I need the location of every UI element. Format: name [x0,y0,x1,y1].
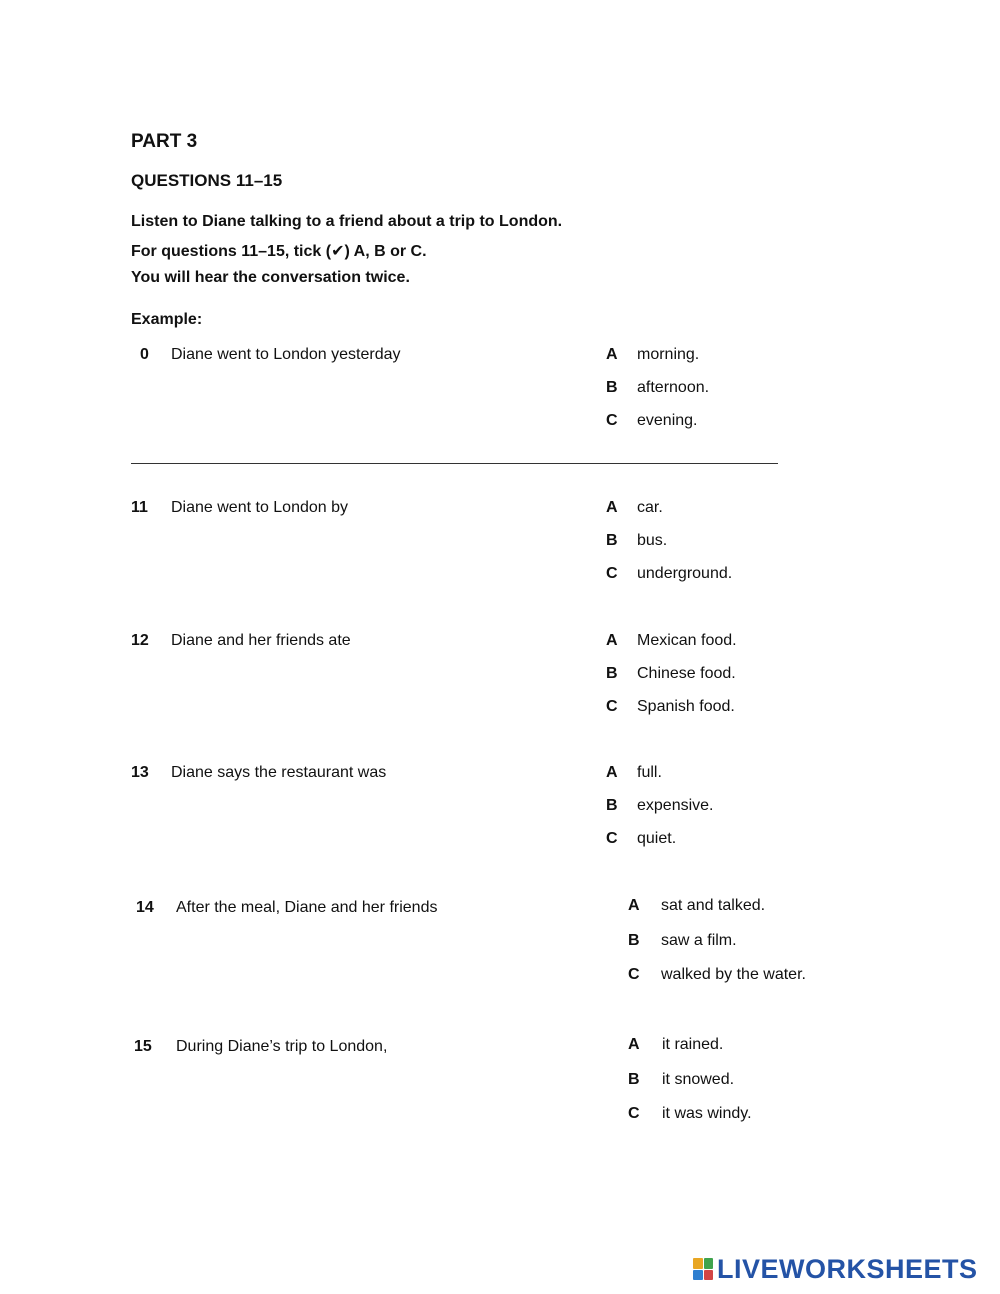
option-letter-c[interactable]: C [606,830,618,847]
option-letter-b[interactable]: B [606,665,618,682]
option-text: it was windy. [662,1105,752,1122]
option-letter-b[interactable]: B [628,931,640,949]
option-letter-c[interactable]: C [628,966,640,983]
option-letter-a[interactable]: A [606,499,618,516]
option-letter-a[interactable]: A [606,346,618,363]
option-letter-a[interactable]: A [628,1036,640,1053]
option-text: car. [637,499,663,516]
option-text: afternoon. [637,379,710,396]
question-number: 11 [131,499,148,516]
option-text: expensive. [637,797,714,814]
option-text: Chinese food. [637,665,736,682]
option-letter-a[interactable]: A [628,897,640,914]
option-text: it snowed. [662,1070,735,1088]
liveworksheets-logo [693,1254,978,1284]
liveworksheets-logo-icon [693,1258,713,1280]
question-stem: Diane says the restaurant was [171,764,387,781]
question-number: 12 [131,632,149,649]
option-text: quiet. [637,830,677,847]
question-number: 15 [134,1038,152,1055]
option-letter-b[interactable]: B [606,379,618,396]
example-label: Example: [131,311,203,328]
option-text: walked by the water. [661,966,806,983]
option-letter-b[interactable]: B [628,1070,640,1088]
option-letter-a[interactable]: A [606,632,618,649]
option-text: bus. [637,532,668,549]
option-text: Mexican food. [637,632,737,649]
option-letter-c[interactable]: C [606,698,618,715]
option-letter-c[interactable]: C [606,565,618,582]
example-divider [131,463,778,464]
question-stem: Diane and her friends ate [171,632,351,649]
part-title: PART 3 [131,131,198,152]
question-stem: Diane went to London by [171,499,349,516]
option-letter-c[interactable]: C [606,412,618,429]
option-text: evening. [637,412,698,429]
question-stem: After the meal, Diane and her friends [176,899,438,916]
option-letter-b[interactable]: B [606,532,618,549]
option-text: full. [637,764,662,781]
instruction-line-3: You will hear the conversation twice. [131,269,410,286]
question-number: 0 [140,346,149,363]
question-stem: During Diane’s trip to London, [176,1038,388,1055]
option-letter-a[interactable]: A [606,764,618,781]
logo-text: LIVEWORKSHEETS [717,1253,978,1284]
question-stem: Diane went to London yesterday [171,346,401,363]
option-letter-b[interactable]: B [606,797,618,814]
question-number: 13 [131,764,149,781]
questions-heading: QUESTIONS 11–15 [131,171,283,190]
instruction-line-1: Listen to Diane talking to a friend about a trip to London. [131,213,563,230]
option-text: it rained. [662,1036,724,1053]
option-text: sat and talked. [661,897,766,914]
instruction-line-2: For questions 11–15, tick (✔) A, B or C. [131,243,427,260]
option-text: morning. [637,346,700,363]
option-text: Spanish food. [637,698,735,715]
option-text: underground. [637,565,733,582]
option-text: saw a film. [661,931,737,949]
question-number: 14 [136,899,154,916]
option-letter-c[interactable]: C [628,1105,640,1122]
